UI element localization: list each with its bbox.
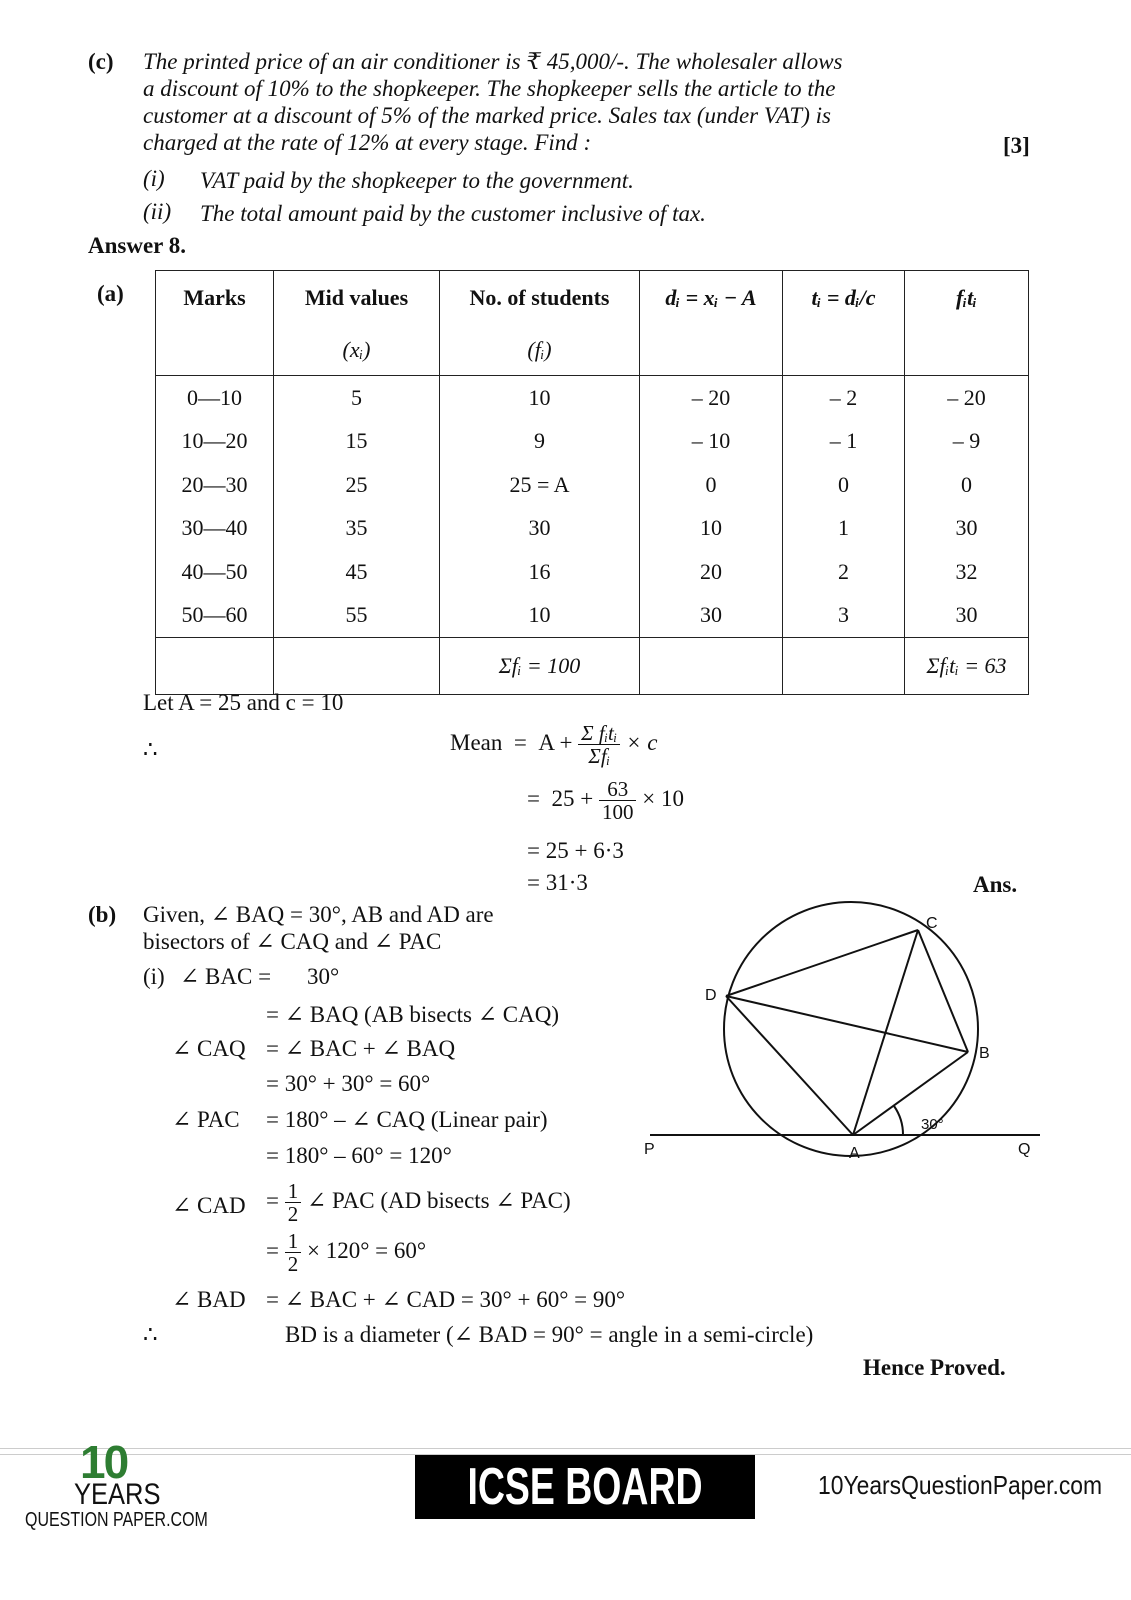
part-ii-label: (ii)	[143, 199, 172, 224]
point-b-label: B	[979, 1045, 990, 1062]
answer-label: Ans.	[973, 872, 1018, 897]
table-cell: 20—30	[156, 463, 274, 507]
header-fiti	[905, 271, 1029, 376]
line-cad-lhs: ∠ CAD	[172, 1193, 246, 1218]
point-p-label: P	[644, 1141, 655, 1158]
question-c-label: (c)	[88, 49, 114, 74]
table-cell: 20	[640, 550, 783, 594]
table-cell: Σfᵢtᵢ = 63	[905, 638, 1029, 695]
text-span: =	[527, 785, 540, 811]
point-a-label: A	[849, 1145, 860, 1162]
question-c-line: The printed price of an air conditioner is ₹ 45,000/-. The wholesaler allows	[143, 49, 843, 74]
logo-number: 10	[80, 1436, 128, 1488]
table-row	[156, 376, 1029, 420]
header-marks	[156, 271, 274, 376]
text-span: × 10	[642, 785, 684, 811]
text-span: dᵢ = xᵢ − A	[665, 285, 757, 310]
line-ab	[853, 1052, 968, 1135]
text-span: 100	[601, 800, 634, 824]
table-row	[156, 507, 1029, 551]
table-header-row	[156, 271, 1029, 376]
table-row	[156, 463, 1029, 507]
text-span: =	[513, 729, 527, 755]
table-cell: 30	[440, 507, 640, 551]
text-span: =	[266, 1187, 279, 1213]
text-span: 63	[599, 778, 637, 801]
let-line: Let A = 25 and c = 10	[143, 690, 344, 715]
line-pac-rhs: = 180° – ∠ CAQ (Linear pair)	[266, 1107, 548, 1132]
header-ti	[783, 271, 905, 376]
table-cell: 35	[274, 507, 440, 551]
website-link[interactable]: 10YearsQuestionPaper.com	[818, 1470, 1103, 1500]
text-span: 2	[287, 1252, 299, 1276]
line-bac-lhs: ∠ BAC =	[180, 964, 272, 989]
table-cell: 0—10	[156, 376, 274, 420]
table-cell: 15	[274, 420, 440, 464]
table-cell: 16	[440, 550, 640, 594]
line-bad-lhs: ∠ BAD	[172, 1287, 246, 1312]
text-span: =	[266, 1237, 279, 1263]
table-row	[156, 594, 1029, 638]
line-cb	[918, 930, 968, 1052]
therefore-symbol-b: ∴	[143, 1322, 158, 1347]
given-line-2: bisectors of ∠ CAQ and ∠ PAC	[143, 929, 442, 954]
table-cell	[274, 638, 440, 695]
table-totals-row	[156, 638, 1029, 695]
table-cell: 55	[274, 594, 440, 638]
answer-heading: Answer 8.	[88, 233, 186, 258]
table-cell: 10	[440, 594, 640, 638]
point-c-label: C	[926, 915, 938, 932]
table-row	[156, 550, 1029, 594]
line-caq-lhs: ∠ CAQ	[172, 1036, 246, 1061]
question-c-line: a discount of 10% to the shopkeeper. The shopkeeper sells the article to the	[143, 76, 836, 101]
text-span: Marks	[183, 285, 246, 310]
part-i-label: (i)	[143, 166, 165, 191]
line-db-diameter	[726, 996, 968, 1052]
table-cell: 40—50	[156, 550, 274, 594]
table-cell: 45	[274, 550, 440, 594]
text-span: 2	[287, 1202, 299, 1226]
table-cell: 10	[640, 507, 783, 551]
text-span: (xᵢ)	[342, 337, 371, 362]
mean-step-2	[527, 778, 684, 823]
frequency-table	[155, 270, 1029, 695]
text-span: 25 +	[551, 785, 594, 811]
table-cell	[783, 638, 905, 695]
mean-step-4: = 31·3	[527, 870, 588, 895]
text-span: tᵢ = dᵢ/c	[811, 285, 876, 310]
hence-proved: Hence Proved.	[863, 1355, 1006, 1380]
table-cell: – 1	[783, 420, 905, 464]
question-c-marks: [3]	[1003, 133, 1030, 158]
line-8	[266, 1230, 426, 1275]
logo-site: QUESTION PAPER.COM	[25, 1509, 208, 1531]
mean-formula	[450, 722, 657, 767]
line-6: = 180° – 60° = 120°	[266, 1143, 452, 1168]
text-span: Σfᵢ	[588, 744, 611, 768]
line-4: = 30° + 30° = 60°	[266, 1071, 431, 1096]
table-cell: 0	[783, 463, 905, 507]
site-logo	[0, 1435, 220, 1600]
table-cell: 9	[440, 420, 640, 464]
line-cad-rhs	[266, 1180, 571, 1225]
header-di	[640, 271, 783, 376]
angle-arc	[894, 1106, 903, 1135]
table-cell: Σfᵢ = 100	[440, 638, 640, 695]
table-cell: 0	[905, 463, 1029, 507]
table-cell: 5	[274, 376, 440, 420]
text-span: (fᵢ)	[527, 337, 552, 362]
table-cell: 3	[783, 594, 905, 638]
text-span: Mid values	[304, 285, 409, 310]
table-cell: – 20	[905, 376, 1029, 420]
table-cell	[156, 638, 274, 695]
text-span: Σ fᵢtᵢ	[578, 722, 620, 745]
banner-text: ICSE BOARD X	[467, 1458, 703, 1580]
table-cell: 50—60	[156, 594, 274, 638]
table-cell: 1	[783, 507, 905, 551]
question-c-text	[143, 48, 983, 156]
table-cell: – 10	[640, 420, 783, 464]
table-cell: 30	[640, 594, 783, 638]
text-span: fᵢtᵢ	[956, 285, 977, 310]
header-mid-values	[274, 271, 440, 376]
angle-label: 30°	[921, 1116, 944, 1133]
table-row	[156, 420, 1029, 464]
conclusion-line: BD is a diameter (∠ BAD = 90° = angle in a semi-circle)	[285, 1322, 814, 1347]
circle-figure	[630, 900, 1050, 1170]
line-bac-rhs: 30°	[307, 964, 340, 989]
table-cell: 30—40	[156, 507, 274, 551]
sub-label-i: (i)	[143, 964, 165, 989]
logo-word: YEARS	[74, 1478, 161, 1511]
table-cell: 0	[640, 463, 783, 507]
header-students	[440, 271, 640, 376]
table-cell: – 20	[640, 376, 783, 420]
part-a-label: (a)	[97, 281, 124, 306]
text-span: 1	[285, 1180, 302, 1203]
text-span: × c	[625, 729, 658, 755]
mean-step-3: = 25 + 6·3	[527, 838, 624, 863]
table-cell: 30	[905, 507, 1029, 551]
line-dc	[726, 930, 918, 996]
part-i-text: VAT paid by the shopkeeper to the government.	[200, 168, 634, 193]
table-cell: 2	[783, 550, 905, 594]
line-pac-lhs: ∠ PAC	[172, 1107, 240, 1132]
point-d-label: D	[705, 987, 717, 1004]
text-span: No. of students	[469, 285, 610, 310]
icse-banner	[415, 1455, 755, 1580]
point-q-label: Q	[1018, 1141, 1031, 1158]
therefore-symbol: ∴	[143, 737, 158, 762]
line-2: = ∠ BAQ (AB bisects ∠ CAQ)	[266, 1002, 560, 1027]
table-cell: 10—20	[156, 420, 274, 464]
table-cell	[640, 638, 783, 695]
part-b-label: (b)	[88, 902, 117, 927]
question-c-line: charged at the rate of 12% at every stage. Find :	[143, 130, 592, 155]
mean-label: Mean	[450, 729, 503, 755]
part-ii-text: The total amount paid by the customer inclusive of tax.	[200, 201, 706, 226]
line-bad-rhs: = ∠ BAC + ∠ CAD = 30° + 60° = 90°	[266, 1287, 626, 1312]
text-span: 1	[285, 1230, 302, 1253]
table-cell: 30	[905, 594, 1029, 638]
table-cell: 25	[274, 463, 440, 507]
line-ad	[726, 996, 853, 1135]
table-cell: 25 = A	[440, 463, 640, 507]
table-cell: – 2	[783, 376, 905, 420]
given-line-1: Given, ∠ BAQ = 30°, AB and AD are	[143, 902, 494, 927]
table-cell: 10	[440, 376, 640, 420]
text-span: A +	[538, 729, 573, 755]
text-span: × 120° = 60°	[306, 1237, 427, 1263]
table-cell: – 9	[905, 420, 1029, 464]
text-span: ∠ PAC (AD bisects ∠ PAC)	[306, 1187, 571, 1213]
question-c-line: customer at a discount of 5% of the marked price. Sales tax (under VAT) is	[143, 103, 831, 128]
line-caq-rhs: = ∠ BAC + ∠ BAQ	[266, 1036, 456, 1061]
table-cell: 32	[905, 550, 1029, 594]
